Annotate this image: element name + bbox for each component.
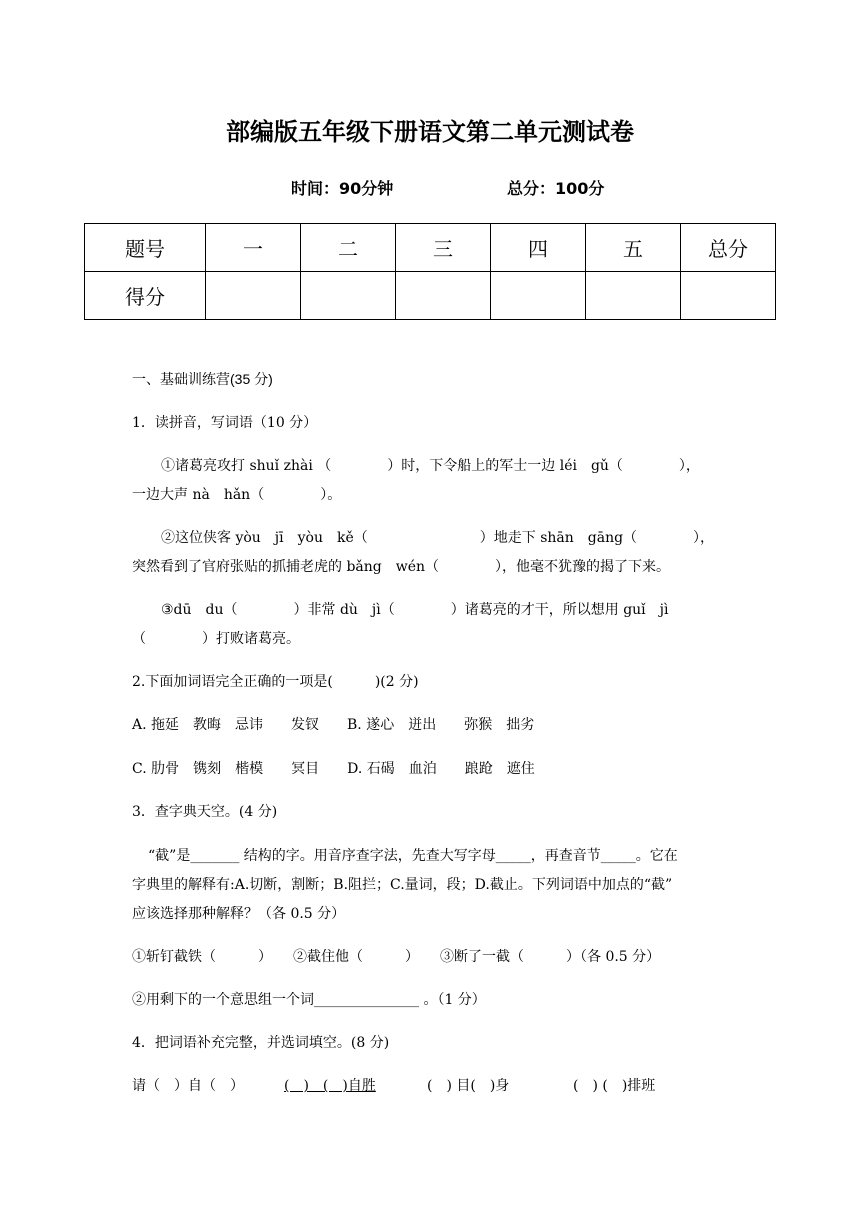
question-2-option-cd: C. 肋骨 镌刻 楷模 冥目 D. 石碣 血泊 踉跄 遮住 <box>132 761 535 777</box>
score-table <box>84 223 776 320</box>
page-title: 部编版五年级下册语文第二单元测试卷 <box>226 118 634 146</box>
score-cell[interactable] <box>491 272 586 320</box>
question-3-line: ①斩钉截铁（ ） ②截住他（ ） ③断了一截（ ）（各 0.5 分） <box>132 949 661 965</box>
score-cell[interactable] <box>301 272 396 320</box>
exam-total-score: 总分：100分 <box>507 179 605 198</box>
question-3-line: 应该选择那种解释？（各 0.5 分） <box>132 906 346 922</box>
score-header-cell: 题号 <box>85 224 206 272</box>
question-1-line: 一边大声 nà hǎn（ ）。 <box>132 487 342 503</box>
question-2-title: 2.下面加词语完全正确的一项是( )(2 分) <box>132 674 419 690</box>
question-2-option-ab: A. 拖延 教晦 忌讳 发钗 B. 遂心 迸出 弥猴 拙劣 <box>132 717 535 733</box>
exam-time: 时间：90分钟 <box>291 179 394 198</box>
question-1-line: （ ）打败诸葛亮。 <box>132 631 300 647</box>
score-cell[interactable] <box>206 272 301 320</box>
score-header-cell: 二 <box>301 224 396 272</box>
score-cell[interactable] <box>681 272 776 320</box>
idiom-blank: ( ) ( )排班 <box>573 1078 656 1094</box>
score-table-score-row <box>85 272 776 320</box>
score-header-cell: 一 <box>206 224 301 272</box>
score-header-cell: 五 <box>586 224 681 272</box>
score-header-cell: 三 <box>396 224 491 272</box>
score-table-header-row <box>85 224 776 272</box>
question-1-line: ②这位侠客 yòu jī yòu kě（ ）地走下 shān gāng（ ）， <box>161 530 715 546</box>
idiom-blank: ( ) 目( )身 <box>427 1078 510 1094</box>
question-1-line: ①诸葛亮攻打 shuǐ zhài （ ）时，下令船上的军士一边 léi gǔ（ ）， <box>161 458 700 474</box>
score-cell[interactable] <box>396 272 491 320</box>
question-1-line: ③dū du（ ）非常 dù jì（ ）诸葛亮的才干，所以想用 guǐ jì <box>161 602 669 618</box>
question-1-line: 突然看到了官府张贴的抓捕老虎的 bǎng wén（ ），他毫不犹豫的揭了下来。 <box>132 559 671 575</box>
question-4-title: 4．把词语补充完整，并选词填空。(8 分) <box>132 1035 390 1051</box>
question-1-title: 1．读拼音，写词语（10 分） <box>132 415 318 431</box>
score-header-cell: 四 <box>491 224 586 272</box>
question-3-line: ②用剩下的一个意思组一个词_______________ 。（1 分） <box>132 992 486 1008</box>
idiom-blank: 请（ ）自（ ） <box>132 1078 244 1094</box>
section-heading: 一、基础训练营(35 分) <box>132 371 273 387</box>
question-3-line: 字典里的解释有:A.切断，割断；B.阻拦；C.量词，段；D.截止。下列词语中加点的“截” <box>132 877 673 893</box>
idiom-blank: ( ) ( )自胜 <box>284 1078 376 1094</box>
question-3-title: 3．查字典天空。(4 分) <box>132 804 278 820</box>
score-row-label: 得分 <box>85 272 206 320</box>
score-header-cell: 总分 <box>681 224 776 272</box>
score-cell[interactable] <box>586 272 681 320</box>
question-3-line: “截”是_______ 结构的字。用音序查字法，先查大写字母_____，再查音节_____。它在 <box>148 848 678 864</box>
